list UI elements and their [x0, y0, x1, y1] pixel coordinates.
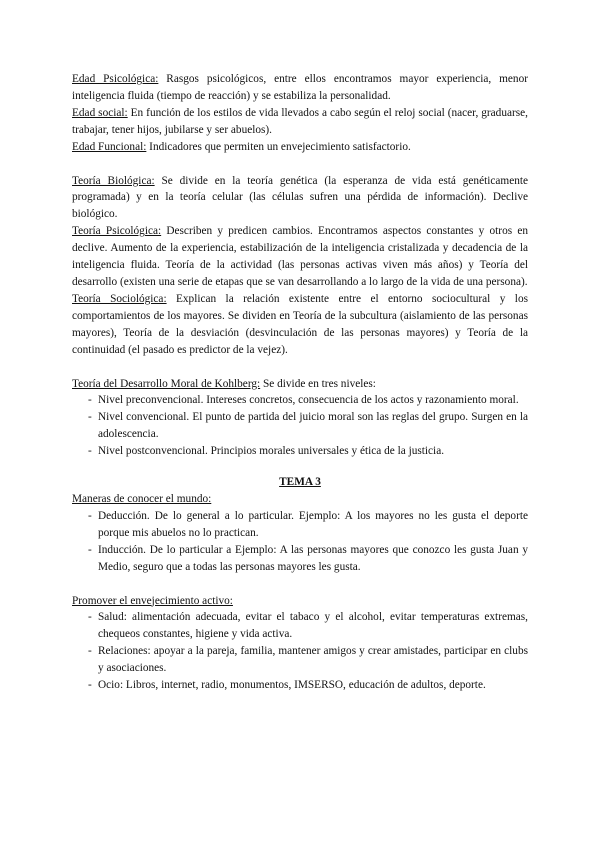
list-item [72, 609, 528, 643]
dash-bullet: - [88, 394, 92, 407]
term-teoria-psicologica: Teoría Psicológica: [72, 225, 162, 238]
list-item [72, 677, 528, 694]
paragraph-kohlberg [72, 376, 528, 393]
term-edad-funcional: Edad Funcional: [72, 140, 147, 153]
list-item-text: Inducción. De lo particular a Ejemplo: A las personas mayores que conozco les gusta Juan y Medio, seguro que a todas las personas mayores les gusta. [98, 543, 528, 573]
list-item-text: Nivel convencional. El punto de partida del juicio moral son las reglas del grupo. Surgen en la adolescencia. [98, 411, 528, 441]
text-teoria-sociologica: Explican la relación existente entre el entorno sociocultural y los comportamientos de los mayores. Se dividen en Teoría de la subcultura (aislamiento de las personas mayores), Teoría de la desviación (desvinculación de las personas mayores) y Teoría de la continuidad (el pasado es predictor de la vejez). [72, 292, 528, 356]
list-item-text: Relaciones: apoyar a la pareja, familia, mantener amigos y crear amistades, participar en clubs y asociaciones. [98, 645, 528, 675]
heading-promover: Promover el envejecimiento activo: [72, 594, 233, 607]
list-item-text: Nivel preconvencional. Intereses concretos, consecuencia de los actos y razonamiento moral. [98, 394, 519, 407]
paragraph-teoria-psicologica [72, 223, 528, 291]
term-teoria-biologica: Teoría Biológica: [72, 174, 155, 187]
maneras-list [72, 508, 528, 576]
text-edad-social: En función de los estilos de vida llevados a cabo según el reloj social (nacer, graduarse, trabajar, tener hijos, jubilarse y ser abuelos). [72, 106, 528, 136]
list-item [72, 508, 528, 542]
document-body [72, 71, 528, 694]
section-title-tema-3: TEMA 3 [279, 476, 321, 489]
kohlberg-list [72, 392, 528, 460]
dash-bullet: - [88, 679, 92, 692]
paragraph-edad-social [72, 105, 528, 139]
term-teoria-sociologica: Teoría Sociológica: [72, 292, 167, 305]
paragraph-edad-funcional [72, 139, 528, 156]
list-item-text: Salud: alimentación adecuada, evitar el tabaco y el alcohol, evitar temperaturas extremas, chequeos constantes, higiene y vida activa. [98, 611, 528, 641]
promover-list [72, 609, 528, 694]
paragraph-teoria-biologica [72, 173, 528, 224]
text-teoria-biologica: Se divide en la teoría genética (la esperanza de vida está genéticamente programada) y en la teoría celular (las células sufren una pérdida de información). Declive biológico. [72, 174, 529, 221]
heading-maneras: Maneras de conocer el mundo: [72, 493, 212, 506]
dash-bullet: - [88, 645, 92, 658]
list-item [72, 443, 528, 460]
text-edad-psicologica: Rasgos psicológicos, entre ellos encontramos mayor experiencia, menor inteligencia fluida (tiempo de reacción) y se estabiliza la personalidad. [72, 73, 528, 102]
dash-bullet: - [88, 411, 92, 424]
paragraph-edad-psicologica [72, 71, 528, 105]
text-edad-funcional: Indicadores que permiten un envejecimiento satisfactorio. [146, 140, 411, 153]
term-edad-psicologica: Edad Psicológica: [72, 73, 159, 85]
dash-bullet: - [88, 543, 92, 556]
list-item [72, 542, 528, 576]
paragraph-teoria-sociologica [72, 291, 528, 359]
list-item-text: Nivel postconvencional. Principios morales universales y ética de la justicia. [98, 445, 445, 458]
dash-bullet: - [88, 611, 92, 624]
list-item-text: Ocio: Libros, internet, radio, monumentos, IMSERSO, educación de adultos, deporte. [98, 679, 486, 692]
list-item-text: Deducción. De lo general a lo particular. Ejemplo: A los mayores no les gusta el deporte porque mis abuelos no lo practican. [98, 509, 528, 539]
text-kohlberg: Se divide en tres niveles: [260, 377, 376, 390]
term-edad-social: Edad social: [72, 106, 128, 119]
list-item [72, 643, 528, 677]
text-teoria-psicologica: Describen y predicen cambios. Encontramos aspectos constantes y otros en declive. Aumento de la experiencia, estabilización de la inteligencia cristalizada y decadencia de la inteligencia fluida. Teoría de la actividad (las personas activas viven más años) y Teoría del desarrollo (existen una serie de etapas que se van desarrollando a lo largo de la vida de una persona). [72, 225, 529, 288]
list-item [72, 392, 528, 409]
dash-bullet: - [88, 509, 92, 522]
list-item [72, 409, 528, 443]
dash-bullet: - [88, 445, 92, 458]
term-kohlberg: Teoría del Desarrollo Moral de Kohlberg: [72, 377, 261, 390]
